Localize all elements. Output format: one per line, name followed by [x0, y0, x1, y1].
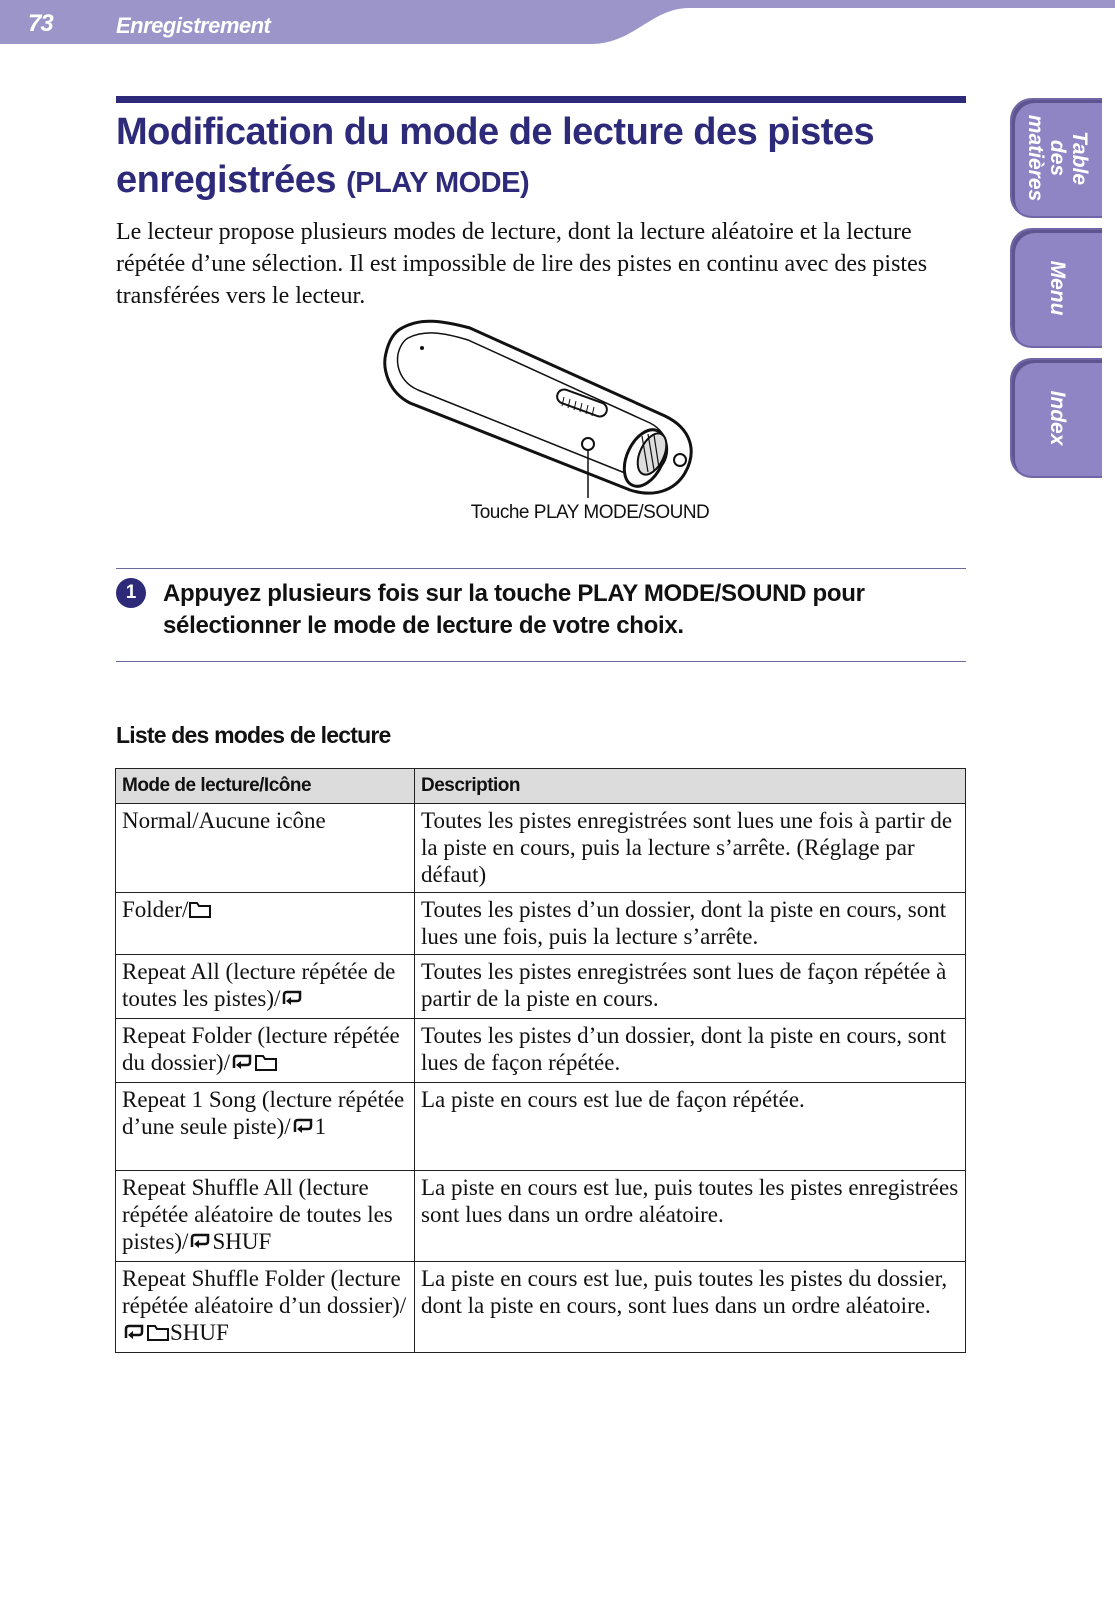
folder-icon — [146, 1321, 170, 1348]
table-row — [116, 1171, 966, 1262]
mode-cell — [116, 1262, 415, 1353]
mode-label: Folder/ — [122, 897, 189, 922]
tab-table-des-matieres-label: Table des matières — [1024, 114, 1091, 202]
tab-index[interactable] — [1010, 358, 1102, 478]
step-instruction: Appuyez plusieurs fois sur la touche PLAY MODE/SOUND pour sélectionner le mode de lecture de votre choix. — [163, 580, 865, 639]
mode-label: Repeat Shuffle All (lecture répétée aléatoire de toutes les pistes)/ — [122, 1175, 393, 1254]
description-cell: Toutes les pistes enregistrées sont lues de façon répétée à partir de la piste en cours. — [415, 955, 966, 1019]
description-cell: La piste en cours est lue, puis toutes les pistes du dossier, dont la piste en cours, sont lues dans un ordre aléatoire. — [415, 1262, 966, 1353]
tab-index-label: Index — [1046, 390, 1069, 446]
mode-cell — [116, 1083, 415, 1171]
folder-icon — [188, 898, 212, 925]
mode-icon-suffix: SHUF — [170, 1320, 229, 1345]
description-cell: La piste en cours est lue, puis toutes les pistes enregistrées sont lues dans un ordre aléatoire. — [415, 1171, 966, 1262]
table-header-row — [116, 769, 966, 804]
column-header-mode: Mode de lecture/Icône — [116, 769, 415, 804]
mode-icon-suffix: 1 — [314, 1114, 327, 1139]
section-name: Enregistrement — [116, 13, 271, 38]
mode-label: Repeat Shuffle Folder (lecture répétée aléatoire d’un dossier)/ — [122, 1266, 407, 1318]
tab-table-des-matieres[interactable] — [1010, 98, 1102, 218]
mode-label: Repeat All (lecture répétée de toutes les pistes)/ — [122, 959, 396, 1011]
step-number-badge: 1 — [116, 578, 146, 608]
tab-menu[interactable] — [1010, 228, 1102, 348]
page-title-sub: (PLAY MODE) — [346, 167, 530, 199]
mode-icon-suffix: SHUF — [212, 1229, 272, 1254]
repeat-icon — [122, 1321, 146, 1348]
page-title-main: Modification du mode de lecture des pistes enregistrées — [116, 111, 875, 201]
description-cell: Toutes les pistes d’un dossier, dont la piste en cours, sont lues une fois, puis la lecture s’arrête. — [415, 893, 966, 955]
mode-cell — [116, 804, 415, 893]
mode-cell — [116, 1019, 415, 1083]
device-illustration — [380, 318, 700, 503]
repeat-icon — [280, 987, 304, 1014]
modes-list-heading: Liste des modes de lecture — [116, 722, 391, 748]
description-cell: Toutes les pistes d’un dossier, dont la piste en cours, sont lues de façon répétée. — [415, 1019, 966, 1083]
folder-icon — [254, 1051, 278, 1078]
table-row — [116, 1019, 966, 1083]
table-row — [116, 804, 966, 893]
mode-cell — [116, 1171, 415, 1262]
repeat-icon — [188, 1230, 212, 1257]
table-row — [116, 1262, 966, 1353]
repeat-icon — [291, 1115, 315, 1142]
tab-menu-label: Menu — [1046, 260, 1069, 316]
repeat-icon — [230, 1051, 254, 1078]
step-rule-bottom — [116, 661, 966, 662]
description-cell: Toutes les pistes enregistrées sont lues une fois à partir de la piste en cours, puis la lecture s’arrête. (Réglage par défaut) — [415, 804, 966, 893]
page-title — [116, 108, 976, 207]
mode-label: Repeat Folder (lecture répétée du dossier)/ — [122, 1023, 400, 1075]
mode-label: Normal/Aucune icône — [122, 808, 326, 833]
title-rule — [116, 96, 966, 103]
description-cell: La piste en cours est lue de façon répétée. — [415, 1083, 966, 1171]
column-header-description: Description — [415, 769, 966, 804]
page-number: 73 — [28, 10, 53, 37]
mode-label: Repeat 1 Song (lecture répétée d’une seule piste)/ — [122, 1087, 405, 1139]
modes-table — [115, 768, 966, 1353]
table-row — [116, 893, 966, 955]
mode-cell — [116, 893, 415, 955]
mode-cell — [116, 955, 415, 1019]
step-rule-top — [116, 568, 966, 569]
table-row — [116, 955, 966, 1019]
device-caption: Touche PLAY MODE/SOUND — [470, 502, 710, 523]
intro-paragraph: Le lecteur propose plusieurs modes de lecture, dont la lecture aléatoire et la lecture répétée d’une sélection. Il est impossible de lire des pistes en continu avec des pistes transférées vers le lecteur. — [116, 219, 928, 309]
table-row — [116, 1083, 966, 1171]
